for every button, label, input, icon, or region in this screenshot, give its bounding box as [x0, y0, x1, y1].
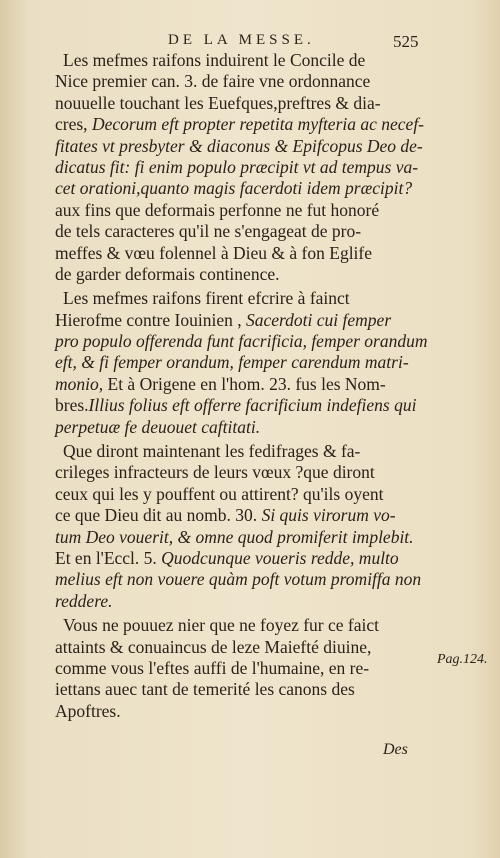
text-line: Vous ne pouuez nier que ne foyez fur ce faict	[63, 615, 379, 636]
text-line: melius eft non vouere quàm poft votum promiffa non	[55, 569, 422, 590]
text-line: iettans auec tant de temerité les canons des	[55, 679, 355, 700]
margin-note: Pag.124.	[437, 652, 488, 667]
text-line: reddere.	[55, 590, 113, 611]
text-line: de tels caracteres qu'il ne s'engageat de pro-	[55, 221, 362, 242]
text-line: Hierofme contre Iouinien , Sacerdoti cui femper	[55, 309, 392, 330]
catchword: Des	[383, 741, 408, 758]
text-line: cet orationi,quanto magis facerdoti idem præcipit?	[55, 178, 413, 199]
text-line: Nice premier can. 3. de faire vne ordonnance	[55, 71, 371, 92]
text-line: eft, & fi femper orandum, femper carendum matri-	[55, 352, 409, 373]
running-head	[0, 32, 500, 52]
text-line: de garder deformais continence.	[55, 263, 280, 284]
text-line: pro populo offerenda funt facrificia, femper orandum	[55, 331, 428, 352]
text-line: Et en l'Eccl. 5. Quodcunque voueris redde, multo	[55, 547, 399, 568]
text-line: cres, Decorum eft propter repetita myfteria ac necef-	[55, 114, 425, 135]
text-line: bres.Illius folius eft offerre facrificium indefiens qui	[55, 395, 417, 416]
text-line: fitates vt presbyter & diaconus & Epifcopus Deo de-	[55, 135, 423, 156]
body-text	[55, 50, 428, 722]
text-line: meffes & vœu folennel à Dieu & à fon Eglife	[55, 242, 373, 263]
text-line: aux fins que deformais perfonne ne fut honoré	[55, 199, 380, 220]
text-line: dicatus fit: fi enim populo præcipit vt ad tempus va-	[55, 156, 419, 177]
text-line: attaints & conuaincus de leze Maiefté diuine,	[55, 636, 372, 657]
text-line: tum Deo vouerit, & omne quod promiferit implebit.	[55, 526, 414, 547]
text-line: Les mefmes raifons induirent le Concile de	[63, 50, 366, 70]
text-line: Apoftres.	[55, 700, 121, 721]
text-line: monio, Et à Origene en l'hom. 23. fus les Nom-	[55, 373, 386, 394]
text-line: Les mefmes raifons firent efcrire à fainct	[63, 288, 350, 309]
page-number: 525	[393, 32, 419, 51]
text-line: comme vous l'eftes auffi de l'humaine, en re-	[55, 657, 370, 678]
text-line: ce que Dieu dit au nomb. 30. Si quis virorum vo-	[55, 505, 396, 526]
running-title: DE LA MESSE.	[168, 32, 315, 48]
text-line: ceux qui les y pouffent ou attirent? qu'ils oyent	[55, 483, 384, 504]
text-line: nouuelle touchant les Euefques,preftres & dia-	[55, 92, 381, 113]
text-line: Que diront maintenant les fedifrages & fa-	[63, 441, 361, 462]
text-line: perpetuæ fe deuouet caftitati.	[55, 416, 261, 437]
text-line: crileges infracteurs de leurs vœux ?que diront	[55, 462, 375, 483]
